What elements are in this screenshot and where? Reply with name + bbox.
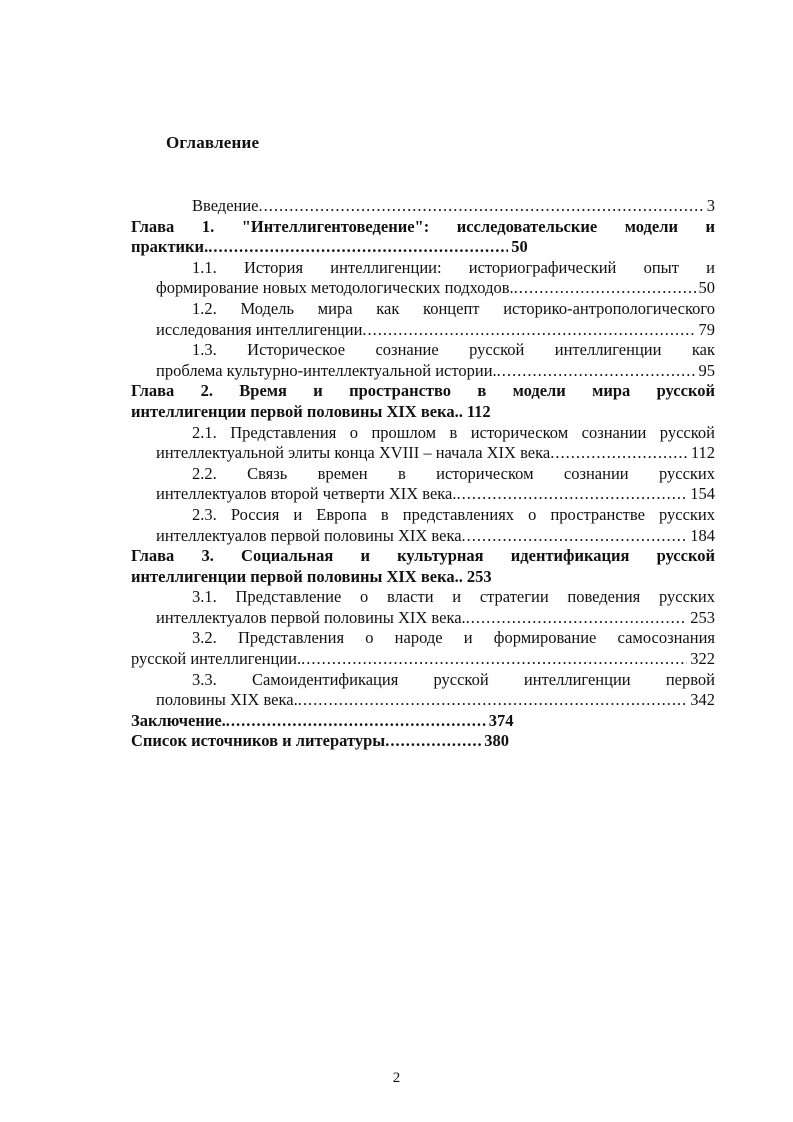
toc-leader bbox=[550, 443, 688, 464]
toc-section-2-2[interactable] bbox=[131, 464, 715, 505]
toc-intro[interactable] bbox=[131, 196, 715, 217]
toc-section-title-cont: интеллектуалов первой половины XIX века. bbox=[156, 607, 466, 627]
toc-section-title-cont: интеллектуальной элиты конца XVIII – начала XIX века bbox=[156, 443, 551, 463]
toc-conclusion[interactable] bbox=[131, 711, 715, 732]
toc-page-number: 112 bbox=[466, 401, 491, 421]
page-number: 2 bbox=[392, 1070, 401, 1086]
toc-section-title-cont: русской интеллигенции. bbox=[131, 649, 302, 669]
toc-leader bbox=[259, 196, 704, 217]
toc-chapter-2[interactable] bbox=[131, 381, 715, 422]
toc-section-title-cont: формирование новых методологических подходов. bbox=[156, 278, 514, 298]
toc-section-2-3[interactable] bbox=[131, 505, 715, 546]
toc-section-title-cont: половины XIX века. bbox=[156, 690, 298, 710]
toc-chapter-title-cont: интеллигенции первой половины XIX века.. bbox=[131, 401, 463, 421]
toc-leader bbox=[208, 237, 508, 258]
toc-leader bbox=[362, 320, 695, 341]
toc-leader bbox=[457, 484, 688, 505]
toc-section-title: 3.3. Самоидентификация русской интеллигенции первой bbox=[192, 669, 715, 689]
toc-section-1-2[interactable] bbox=[131, 299, 715, 340]
toc-sources[interactable] bbox=[131, 731, 715, 752]
toc-leader bbox=[514, 278, 696, 299]
toc-chapter-title: Глава 1. "Интеллигентоведение": исследовательские модели и bbox=[131, 216, 715, 236]
toc-section-title: 3.2. Представления о народе и формирование самосознания bbox=[192, 628, 715, 648]
toc-section-title: 2.1. Представления о прошлом в историческом сознании русской bbox=[192, 422, 715, 442]
toc-section-3-2[interactable] bbox=[131, 628, 715, 669]
toc-chapter-title-cont: практики. bbox=[131, 237, 209, 257]
page-title: Оглавление bbox=[166, 133, 260, 152]
toc-page-number: 3 bbox=[706, 196, 715, 215]
toc-page-number: 342 bbox=[690, 690, 715, 710]
toc-section-title: 1.2. Модель мира как концепт историко-антропологического bbox=[192, 298, 715, 318]
toc-leader bbox=[298, 690, 688, 711]
toc-section-title: 2.3. Россия и Европа в представлениях о пространстве русских bbox=[192, 504, 715, 524]
toc-entry-text: Заключение. bbox=[131, 710, 226, 730]
toc-section-title-cont: интеллектуалов второй четверти XIX века. bbox=[156, 484, 457, 504]
toc-section-2-1[interactable] bbox=[131, 423, 715, 464]
toc-page-number: 253 bbox=[690, 607, 715, 627]
toc-page-number: 112 bbox=[690, 443, 715, 463]
toc-section-title-cont: интеллектуалов первой половины XIX века bbox=[156, 525, 462, 545]
toc-entry-text: Список источников и литературы bbox=[131, 731, 386, 751]
toc-leader bbox=[462, 526, 688, 547]
toc-section-title-cont: проблема культурно-интеллектуальной истории. bbox=[156, 360, 497, 380]
toc-page-number: 374 bbox=[488, 710, 514, 730]
toc-leader bbox=[497, 361, 696, 382]
toc-section-1-3[interactable] bbox=[131, 340, 715, 381]
toc-page-number: 380 bbox=[484, 731, 509, 751]
toc-section-title: 1.1. История интеллигенции: историографический опыт и bbox=[192, 257, 715, 277]
toc-section-title: 2.2. Связь времен в историческом сознании русских bbox=[192, 463, 715, 483]
toc-page-number: 50 bbox=[511, 237, 528, 257]
toc-section-3-3[interactable] bbox=[131, 670, 715, 711]
toc-page-number: 50 bbox=[698, 278, 715, 298]
toc-section-3-1[interactable] bbox=[131, 587, 715, 628]
toc-section-1-1[interactable] bbox=[131, 258, 715, 299]
toc-page-number: 322 bbox=[690, 649, 715, 669]
toc-page-number: 79 bbox=[698, 319, 715, 339]
toc-section-title: 3.1. Представление о власти и стратегии поведения русских bbox=[192, 587, 715, 607]
toc-entry-text: Введение bbox=[192, 196, 259, 215]
table-of-contents bbox=[131, 196, 715, 752]
toc-leader bbox=[466, 608, 688, 629]
toc-page-number: 184 bbox=[690, 525, 715, 545]
toc-section-title-cont: исследования интеллигенции bbox=[156, 319, 363, 339]
toc-leader bbox=[226, 711, 486, 732]
toc-leader bbox=[301, 649, 687, 670]
toc-section-title: 1.3. Историческое сознание русской интеллигенции как bbox=[192, 340, 715, 360]
toc-leader bbox=[385, 731, 481, 752]
toc-chapter-title: Глава 3. Социальная и культурная идентификация русской bbox=[131, 546, 715, 566]
toc-page-number: 154 bbox=[690, 484, 715, 504]
toc-page-number: 95 bbox=[698, 360, 715, 380]
toc-chapter-3[interactable] bbox=[131, 546, 715, 587]
toc-chapter-title-cont: интеллигенции первой половины XIX века.. bbox=[131, 566, 463, 586]
toc-page-number: 253 bbox=[466, 566, 492, 586]
toc-chapter-title: Глава 2. Время и пространство в модели мира русской bbox=[131, 381, 715, 401]
toc-chapter-1[interactable] bbox=[131, 217, 715, 258]
